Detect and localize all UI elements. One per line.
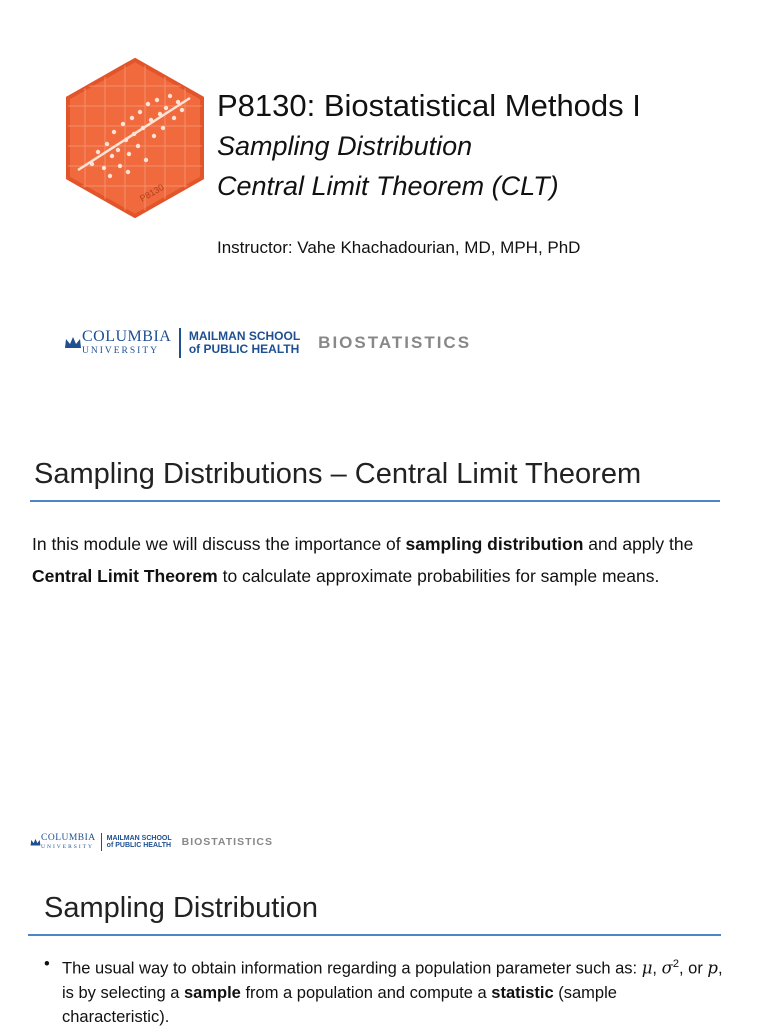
bullet-marker: •	[44, 955, 50, 973]
para-text-2: and apply the	[583, 534, 694, 554]
mailman-school-text: MAILMAN SCHOOL	[106, 834, 172, 842]
term-sampling-distribution: sampling distribution	[405, 534, 584, 554]
mailman-school-text: MAILMAN SCHOOL	[188, 329, 301, 344]
bullet-text-4: (sample characteristic).	[62, 983, 617, 1026]
subtitle-sampling-distribution: Sampling Distribution	[217, 131, 473, 161]
columbia-text: COLUMBIA	[82, 328, 172, 346]
term-statistic: statistic	[491, 983, 554, 1002]
heading-rule	[28, 934, 721, 936]
heading-rule	[30, 500, 720, 502]
course-hex-logo	[62, 56, 208, 220]
university-text: UNIVERSITY	[41, 843, 94, 850]
hex-label: P8130	[138, 182, 166, 204]
math-mu: μ	[641, 958, 653, 978]
term-sample: sample	[183, 983, 241, 1002]
mailman-wordmark	[189, 330, 300, 355]
public-health-text: of PUBLIC HEALTH	[106, 842, 172, 849]
bullet-text-1: The usual way to obtain information regarding a population parameter such as:	[62, 959, 642, 978]
department-label: BIOSTATISTICS	[318, 333, 472, 352]
slide-heading: Sampling Distributions – Central Limit Theorem	[34, 458, 642, 490]
course-title: P8130: Biostatistical Methods I	[217, 88, 641, 123]
bullet-sep-2: , or	[678, 959, 708, 978]
crown-icon	[30, 838, 41, 847]
sampling-distribution-slide	[0, 790, 768, 1024]
math-sigma: σ	[661, 958, 673, 978]
crown-icon	[64, 336, 82, 350]
bullet-text-3: from a population and compute a	[240, 983, 492, 1002]
instructor-line: Instructor: Vahe Khachadourian, MD, MPH, PhD	[217, 238, 581, 257]
columbia-mailman-logo	[64, 328, 471, 358]
bullet-text-2: , is by selecting a	[62, 959, 723, 1002]
mailman-wordmark	[107, 835, 172, 850]
para-text-1: In this module we will discuss the importance of	[32, 534, 406, 554]
subtitle-clt: Central Limit Theorem (CLT)	[217, 171, 559, 201]
math-p: p	[707, 958, 718, 978]
intro-paragraph	[32, 528, 737, 592]
bullet-sep-1: ,	[652, 959, 662, 978]
title-slide	[0, 0, 768, 410]
slide-heading: Sampling Distribution	[44, 892, 319, 924]
para-text-3: to calculate approximate probabilities for sample means.	[217, 566, 660, 586]
columbia-text: COLUMBIA	[41, 833, 96, 843]
logo-divider	[179, 328, 181, 358]
term-central-limit-theorem: Central Limit Theorem	[32, 566, 218, 586]
public-health-text: of PUBLIC HEALTH	[188, 342, 300, 356]
columbia-mailman-logo-small	[30, 833, 273, 851]
logo-divider	[101, 833, 102, 851]
bullet-text	[62, 952, 724, 1029]
department-label: BIOSTATISTICS	[181, 836, 273, 848]
columbia-wordmark	[82, 329, 171, 357]
bullet-item	[44, 952, 724, 1029]
columbia-wordmark	[41, 834, 96, 850]
university-text: UNIVERSITY	[82, 346, 159, 357]
math-exponent: 2	[672, 958, 679, 970]
module-intro-slide	[0, 410, 768, 790]
